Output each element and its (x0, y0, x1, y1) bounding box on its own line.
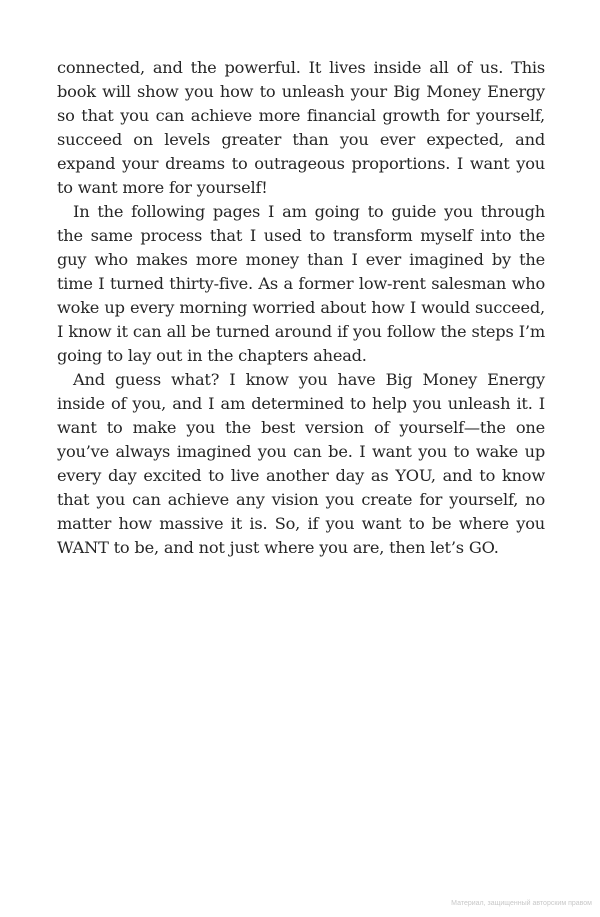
paragraph-continuation: connected, and the powerful. It lives inside all of us. This book will show you how to unleash your Big Money Energy so that you can achieve more financial growth for yourself, succeed on levels greater than you ever expected, and expand your dreams to outrageous proportions. I want you to want more for yourself! (57, 58, 545, 197)
book-page-body (57, 56, 545, 560)
paragraph: And guess what? I know you have Big Money Energy inside of you, and I am determined to help you unleash it. I want to make you the best version of yourself—the one you’ve always imagined you can be. I want you to wake up every day excited to live another day as YOU, and to know that you can achieve any vision you create for yourself, no matter how massive it is. So, if you want to be where you WANT to be, and not just where you are, then let’s GO. (57, 370, 545, 557)
copyright-watermark: Материал, защищенный авторским правом (451, 900, 592, 907)
paragraph: In the following pages I am going to guide you through the same process that I used to transform myself into the guy who makes more money than I ever imagined by the time I turned thirty-five. As a former low-rent salesman who woke up every morning worried about how I would succeed, I know it can all be turned around if you follow the steps I’m going to lay out in the chapters ahead. (57, 202, 545, 365)
